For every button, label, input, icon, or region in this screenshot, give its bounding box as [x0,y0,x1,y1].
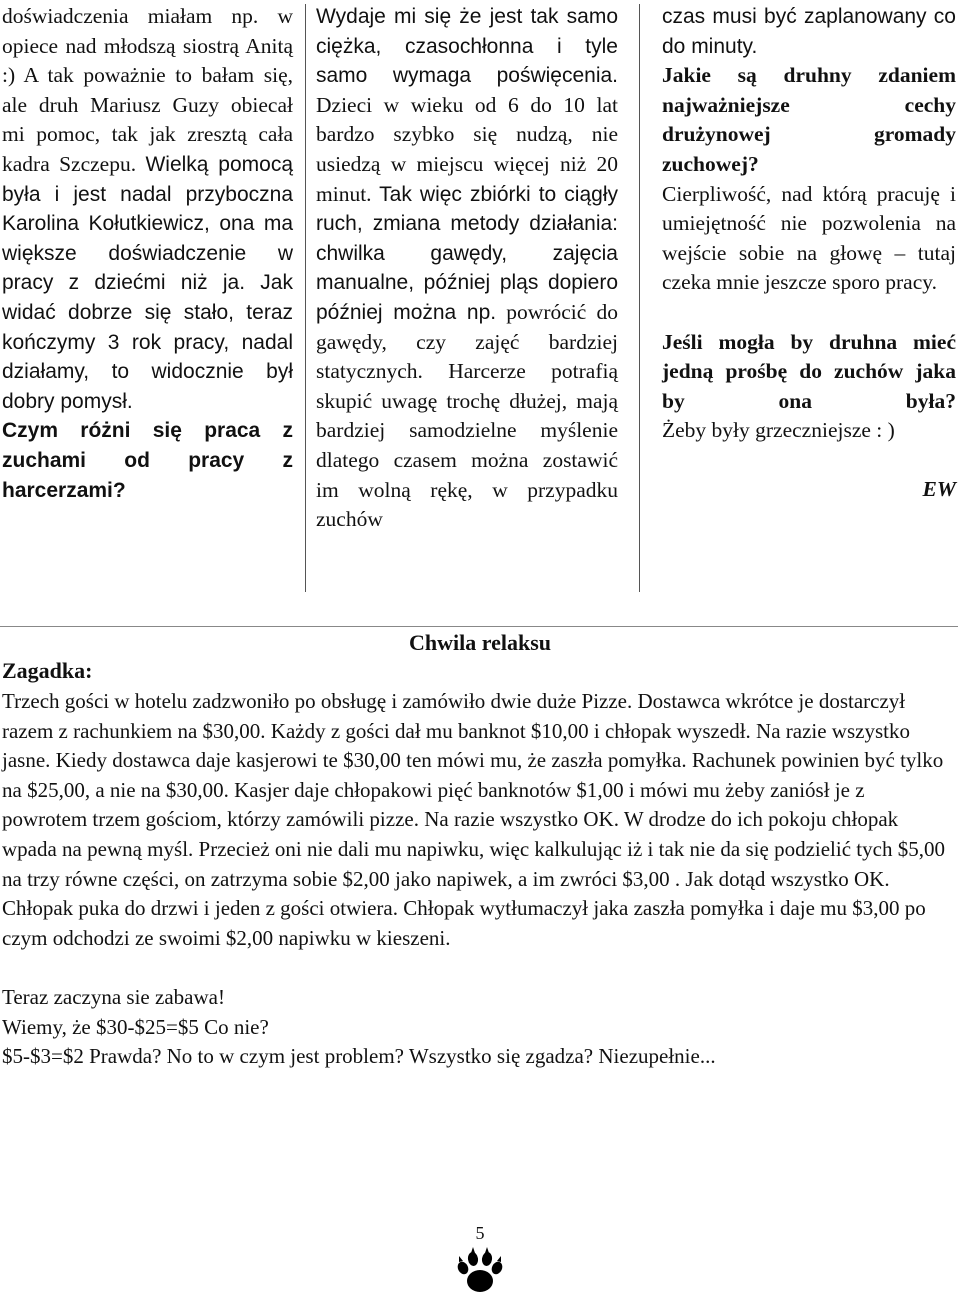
column-1 [2,2,293,505]
riddle-body [2,687,952,1072]
riddle-paragraph: Trzech gości w hotelu zadzwoniło po obsługę i zamówiło dwie duże Pizze. Dostawca wkrótce je dostarczył razem z rachunkiem na $30,00. Każdy z gości dał mu banknot $10,00 i chłopak wyszedł. Na razie wszystko jasne. Kiedy dostawca daje kasjerowi te $30,00 ten mówi mu, że zaszła pomyłka. Rachunek powinien być tylko na $25,00, a nie na $30,00. Kasjer daje chłopakowi pięć banknotów $1,00 i mówi mu żeby zaniósł je z powrotem trzem gościom, którzy zamówili pizze. Na razie wszystko OK. W drodze do ich pokoju chłopak wpada na pewną myśl. Przecież oni nie dali mu napiwku, więc kalkulując iż i tak nie da się podzielić tych $5,00 na trzy równe części, on zatrzyma sobie $2,00 jako napiwek, a im zwróci $3,00 . Jak dotąd wszystko OK. Chłopak puka do drzwi i jeden z gości otwiera. Chłopak wytłumaczył jaka zaszła pomyłka i daje mu $3,00 po czym odchodzi ze swoimi $2,00 napiwku w kieszeni. [2,689,945,950]
col1-text-a: doświadczenia miałam np. w opiece nad młodszą siostrą Anitą :) A tak poważnie to bałam się, ale druh Mariusz Guzy obiecał mi pomoc, tak jak zresztą cała kadra Szczepu. [2,4,293,176]
article-columns [0,0,960,600]
col1-question: Czym różni się praca z zuchami od pracy z harcerzami? [2,419,293,502]
section-title: Chwila relaksu [408,630,551,655]
riddle-line-1: Teraz zaczyna sie zabawa! [2,984,225,1009]
page-number: 5 [475,1223,485,1243]
col3-answer-2: Żeby były grzeczniejsze : ) [662,418,895,443]
col2-text-c: Tak więc zbiórki to ciągły ruch, zmiana metody działania: chwilka gawędy, zajęcia manualne, później pląs dopiero później można np. [316,182,618,324]
col1-text-b: Wielką pomocą była i jest nadal przyboczna Karolina Kołutkiewicz, ona ma większe doświadczenie w pracy z dziećmi niż ja. Jak widać dobrze się stało, teraz kończymy 3 rok pracy, nadal działamy, to widocznie był dobry pomysł. [2,152,294,413]
col2-text-a: Wydaje mi się że jest tak samo ciężka, czasochłonna i tyle samo wymaga poświęcenia. [316,5,618,88]
paw-print-icon [454,1246,506,1298]
section-divider [0,626,958,627]
signature: EW [922,476,956,501]
col3-question-2: Jeśli mogła by druhna mieć jedną prośbę do zuchów jaka by ona była? [662,329,956,413]
column-2 [316,2,618,535]
col3-question-1: Jakie są druhny zdaniem najważniejsze cechy drużynowej gromady zuchowej? [662,63,956,176]
column-divider-1 [305,4,306,592]
col2-text-b: Dzieci w wieku od 6 do 10 lat bardzo szybko się nudzą, nie usiedzą w miejscu więcej niż 20 minut. [316,92,618,206]
riddle-line-2: Wiemy, że $30-$25=$5 Co nie? [2,1014,269,1039]
riddle-line-3: $5-$3=$2 Prawda? No to w czym jest problem? Wszystko się zgadza? Niezupełnie... [2,1044,716,1069]
riddle-label: Zagadka: [2,658,93,683]
column-divider-2 [639,4,640,592]
riddle-spacer [2,953,952,983]
col2-text-d: powrócić do gawędy, czy zajęć bardziej statycznych. Harcerze potrafią skupić uwagę trochę dłużej, mają bardziej samodzielne myślenie dlatego czasem można zostawić im wolną rękę, w przypadku zuchów [316,299,618,532]
col3-answer-1: Cierpliwość, nad którą pracuję i umiejętność nie pozwolenia na wejście sobie na głowę – tutaj czeka mnie jeszcze sporo pracy. [662,181,956,295]
col3-blank-line [662,298,956,328]
col3-text-a: czas musi być zaplanowany co do minuty. [662,5,956,58]
column-3 [662,2,956,505]
